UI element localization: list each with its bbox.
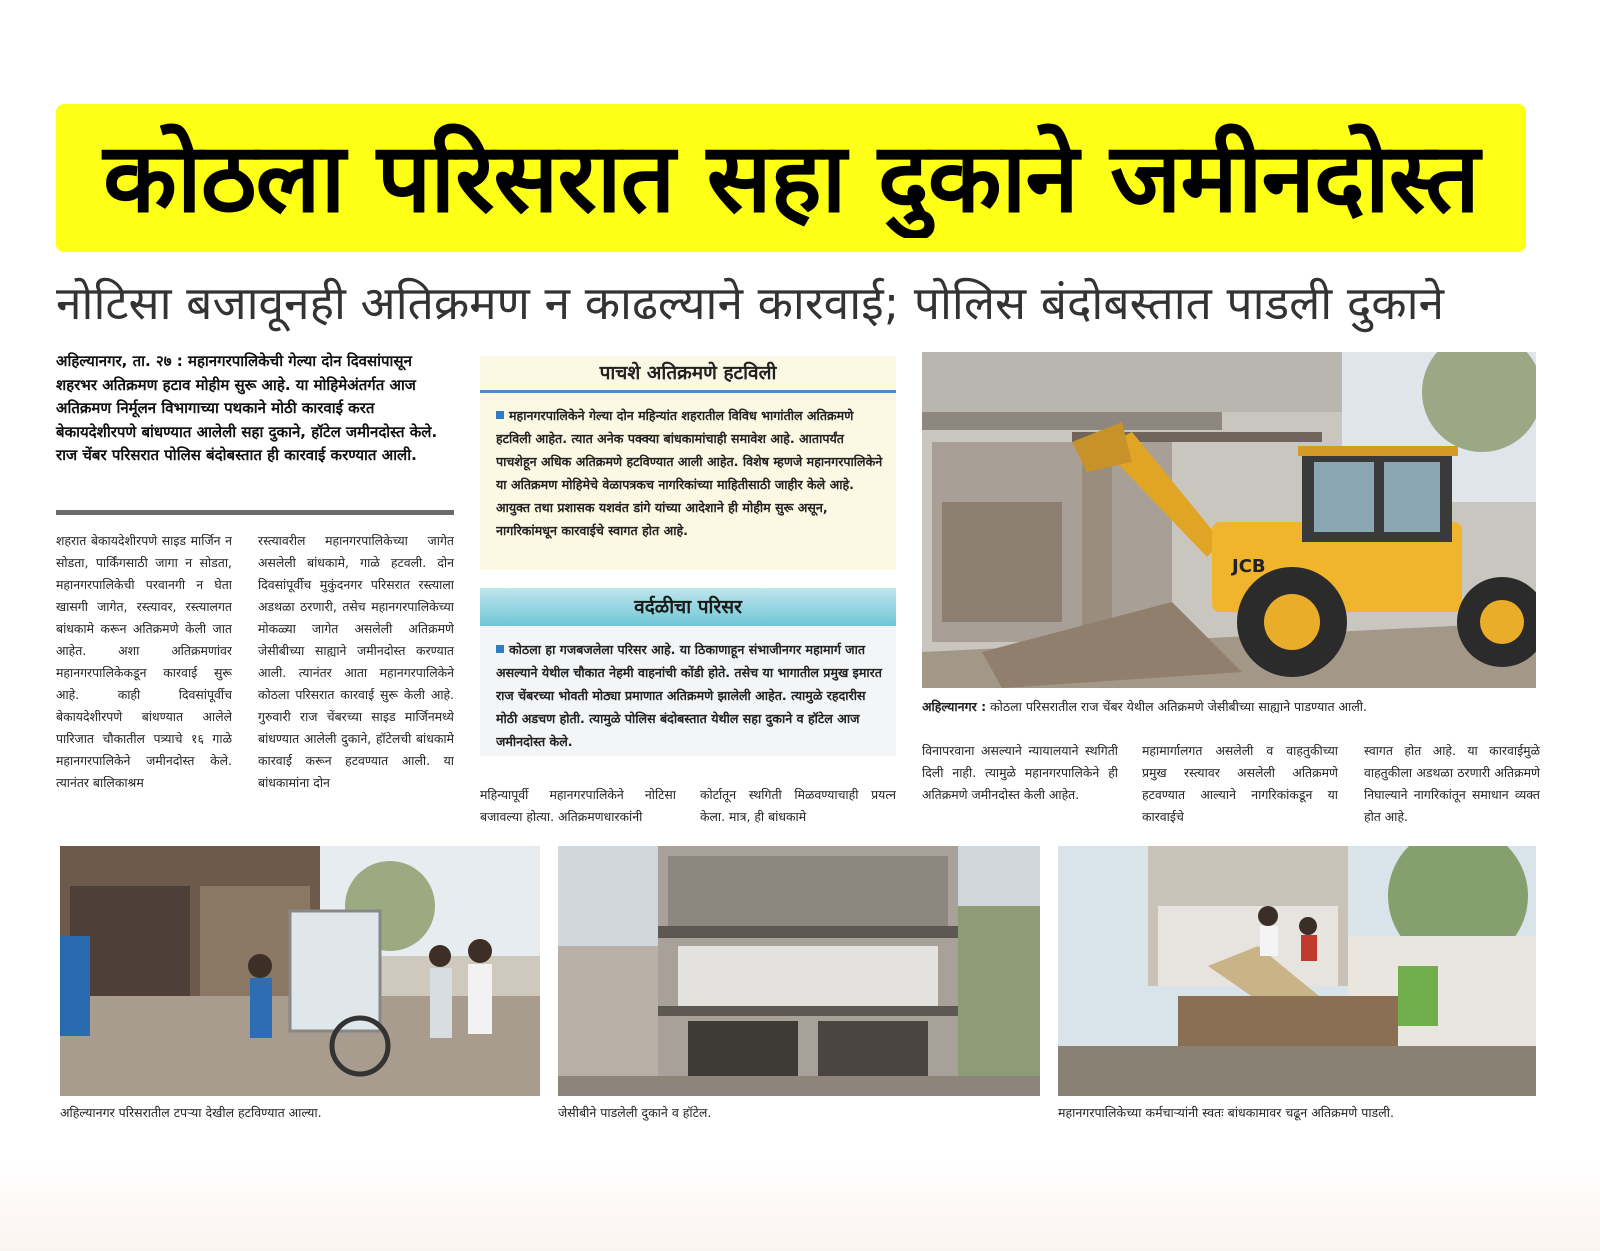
photo-stall-removal-illustration (60, 846, 540, 1096)
photo-stall-removal (60, 846, 540, 1096)
sidebar-box-busy-area-text: कोठला हा गजबजलेला परिसर आहे. या ठिकाणाहून संभाजीनगर महामार्ग जात असल्याने येथील चौकात नेहमी वाहनांची कोंडी होते. तसेच या भागातील प्रमुख इमारत राज चेंबरच्या भोवती मोठ्या प्रमाणात अतिक्रमणे झालेली आहेत. त्यामुळे रहदारीस मोठी अडचण होती. त्यामुळे पोलिस बंदोबस्तात येथील सहा दुकाने व हॉटेल आज जमीनदोस्त केले. (496, 642, 882, 749)
body-column-4: कोर्टातून स्थगिती मिळवण्याचाही प्रयत्न केला. मात्र, ही बांधकामे (700, 787, 896, 824)
page-headline: कोठला परिसरात सहा दुकाने जमीनदोस्त (103, 122, 1479, 234)
sidebar-box-encroachments-title: पाचशे अतिक्रमणे हटविली (599, 362, 777, 384)
photo-workers-demolishing (1058, 846, 1536, 1096)
main-photo-jcb-demolition (922, 352, 1536, 688)
photo-workers-demolishing-illustration (1058, 846, 1536, 1096)
body-column-5: विनापरवाना असल्याने न्यायालयाने स्थगिती दिली नाही. त्यामुळे महानगरपालिकेने ही अतिक्रमणे जमीनदोस्त केली आहेत. (922, 743, 1118, 802)
lead-divider (56, 510, 454, 515)
body-column-1: शहरात बेकायदेशीरपणे साइड मार्जिन न सोडता, पार्किंगसाठी जागा न सोडता, महानगरपालिकेची परवानगी न घेता खासगी जागेत, रस्त्यावर, रस्त्यालगत बांधकामे करून अतिक्रमणे केली जात आहेत. अशा अतिक्रमणांवर महानगरपालिकेकडून कारवाई सुरू आहे. काही दिवसांपूर्वीच बेकायदेशीरपणे बांधण्यात आलेले पारिजात चौकातील पत्र्याचे १६ गाळे महानगरपालिकेने जमीनदोस्त केले. त्यानंतर बालिकाश्रम (56, 533, 232, 790)
sub-headline: नोटिसा बजावूनही अतिक्रमण न काढल्याने कारवाई; पोलिस बंदोबस्तात पाडली दुकाने (56, 276, 1445, 330)
bullet-square-icon (496, 645, 504, 653)
sidebar-box-busy-area-title: वर्दळीचा परिसर (634, 596, 742, 618)
photo-demolished-shops-illustration (558, 846, 1040, 1096)
main-photo-caption: अहिल्यानगर : कोठला परिसरातील राज चेंबर येथील अतिक्रमणे जेसीबीच्या साह्याने पाडण्यात आली. (922, 699, 1368, 714)
main-photo-illustration (922, 352, 1536, 688)
body-column-3: महिन्यापूर्वी महानगरपालिकेने नोटिसा बजावल्या होत्या. अतिक्रमणधारकांनी (480, 787, 676, 824)
photo-workers-demolishing-caption: महानगरपालिकेच्या कर्मचाऱ्यांनी स्वतः बांधकामावर चढून अतिक्रमणे पाडली. (1058, 1105, 1394, 1120)
machine-marking: JCB (1232, 556, 1266, 577)
photo-demolished-shops (558, 846, 1040, 1096)
lead-paragraph: अहिल्यानगर, ता. २७ : महानगरपालिकेची गेल्या दोन दिवसांपासून शहरभर अतिक्रमण हटाव मोहीम सुरू आहे. या मोहिमेअंतर्गत आज अतिक्रमण निर्मूलन विभागाच्या पथकाने मोठी कारवाई करत बेकायदेशीरपणे बांधण्यात आलेली सहा दुकाने, हॉटेल जमीनदोस्त केले. राज चेंबर परिसरात पोलिस बंदोबस्तात ही कारवाई करण्यात आली. (56, 352, 438, 464)
bullet-square-icon (496, 411, 504, 419)
photo-demolished-shops-caption: जेसीबीने पाडलेली दुकाने व हॉटेल. (558, 1105, 712, 1120)
photo-stall-removal-caption: अहिल्यानगर परिसरातील टपऱ्या देखील हटविण्यात आल्या. (60, 1105, 322, 1120)
body-column-6: महामार्गालगत असलेली व वाहतुकीच्या प्रमुख रस्त्यावर असलेली अतिक्रमणे हटवण्यात आल्याने नागरिकांकडून या कारवाईचे (1142, 743, 1338, 824)
body-column-2: रस्त्यावरील महानगरपालिकेच्या जागेत असलेली बांधकामे, गाळे हटवली. दोन दिवसांपूर्वीच मुकुंदनगर परिसरात रस्त्याला अडथळा ठरणारी, तसेच महानगरपालिकेच्या मोकळ्या जागेत असलेली अतिक्रमणे जेसीबीच्या साह्याने जमीनदोस्त करण्यात आली. त्यानंतर आता महानगरपालिकेने कोठला परिसरात कारवाई सुरू केली आहे. गुरुवारी राज चेंबरच्या साइड मार्जिनमध्ये बांधण्यात आलेली दुकाने, हॉटेलची बांधकामे कारवाई करून हटवण्यात आली. या बांधकामांना दोन (258, 533, 454, 790)
page-background-bottom (0, 1160, 1600, 1251)
body-column-7: स्वागत होत आहे. या कारवाईमुळे वाहतुकीला अडथळा ठरणारी अतिक्रमणे निघाल्याने नागरिकांतून समाधान व्यक्त होत आहे. (1364, 743, 1540, 824)
sidebar-box-rule (480, 390, 896, 393)
sidebar-box-encroachments-text: महानगरपालिकेने गेल्या दोन महिन्यांत शहरातील विविध भागांतील अतिक्रमणे हटविली आहेत. त्यात अनेक पक्क्या बांधकामांचाही समावेश आहे. आतापर्यंत पाचशेहून अधिक अतिक्रमणे हटविण्यात आली आहेत. विशेष म्हणजे महानगरपालिकेने या अतिक्रमण मोहिमेचे वेळापत्रकच नागरिकांच्या माहितीसाठी जाहीर केले आहे. आयुक्त तथा प्रशासक यशवंत डांगे यांच्या आदेशाने ही मोहीम सुरू असून, नागरिकांमधून कारवाईचे स्वागत होत आहे. (496, 408, 883, 538)
